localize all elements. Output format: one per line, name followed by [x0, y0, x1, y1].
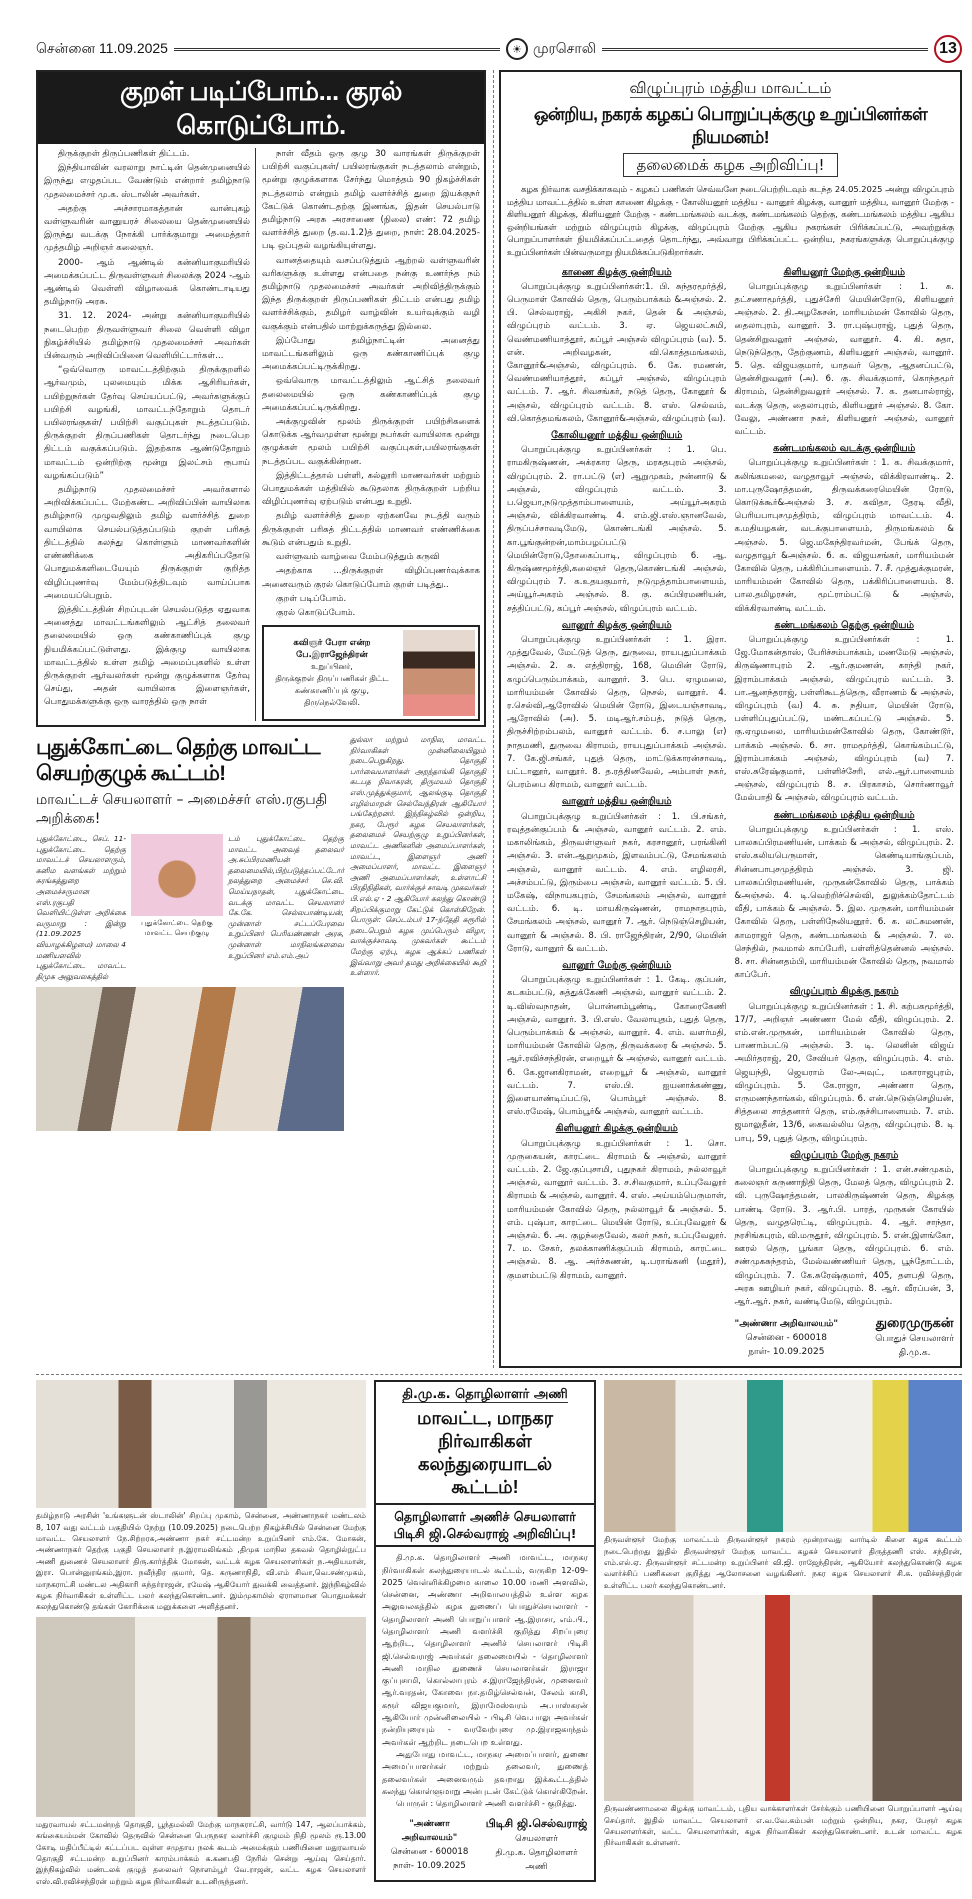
sig-party: தி.மு.க. தொழிலாளர் அணி — [495, 1848, 578, 1873]
notice-left-column — [507, 263, 727, 1361]
section-members: பொறுப்புக்குழு உறுப்பினர்கள் : 1. என்.சண்முகம், கலைஞர் கருணாநிதி தெரு, மேலத் தெரு, விழுப்புரம் 2. வி. புருஷோத்தமன், பாலகிருஷ்ணன் தெரு, கிழக்கு பாண்டி ரோடு. 3. ஆர்.பி. பாரத், முருகன் கோயில் தெரு, வழுதரெட்டி, விழுப்புரம். 4. ஆர். சாந்தா, நரசிங்கபுரம், வி.மருதூர், விழுப்புரம். 5. என்.இளங்கோ, ஊரல் தெரு, பூங்கா தெரு, விழுப்புரம். 6. எம். சண்முகசுந்தரம், மேல்வண்ணியர் தெரு, பூந்தோட்டம், விழுப்புரம். 7. கே.சுரேஷ்குமார், 405, தளபதி தெரு, அரசு ஊழியர் நகர், விழுப்புரம். 8. ஆர். வீரப்பன், 3, ஆர்.ஆர். நகர், வண்டிமேடு, விழுப்புரம். — [734, 1164, 954, 1307]
author-photo — [403, 630, 475, 716]
pudukkottai-col3: டம் புதுக்கோட்டை தெற்கு மாவட்ட அவைத் தலைவர் அ.சுப்பிரமணியன் தலைமையில்,பிற்படுத்தப்பட்டோர் நலத்துறை அமைச்சர் செ.வி. மெய்யநாதன், புதுக்கோட்டை வடக்கு மாவட்ட செயலாளர் கே.கே. செல்லபாண்டியன், முன்னாள் சட்டப்பேரவை உறுப்பினர் பெரியண்ணன் அரசு, முன்னாள் மாநிலங்களவை உறுப்பினர் எம்.எம்.அப் — [228, 834, 345, 960]
sig-role: செயலாளர் — [515, 1834, 558, 1845]
workers-body — [382, 1551, 588, 1809]
inspection-photo — [36, 1617, 366, 1817]
notice-district: விழுப்புரம் மத்திய மாவட்டம் — [629, 79, 832, 97]
section-members: பொறுப்புக்குழு உறுப்பினர்கள் : 1. பி.சங்கர், ரவுத்தன்குப்பம் & அஞ்சல், வானூர் வட்டம். 2. எம். மகாலிங்கம், திருவள்ளுவர் நகர், கரசானூர், பரங்கினி அஞ்சல். 3. என்.ஆறுமுகம், இளவம்பட்டு, சேமங்கலம் அஞ்சல், வானூர் வட்டம். 4. எம். எழிலரசி, அச்சம்பட்டு, இரும்பை அஞ்சல், வானூர் வட்டம். 5. பி. மகேஷ், விநாயகபுரம், சேமங்கலம் அஞ்சல், வானூர் வட்டம். 6. டி. மாயகிருஷ்ணன், ராமநாதபுரம், சேமங்கலம் அஞ்சல், வானூர் 7. ஆர். நெடுஞ்செழியன், வானூர் & அஞ்சல். 8. பி. ராஜேந்திரன், 2/90, மெயின் ரோடு, வானூர் & வட்டம். — [507, 811, 727, 954]
kural-paragraph: இப்போது தமிழ்நாட்டின் அனைத்து மாவட்டங்களிலும் ஒரு கண்காணிப்புக் குழு அமைக்கப்பட்டிருக்கிறது. — [262, 335, 480, 373]
author-line: திருநெல்வேலி. — [304, 698, 360, 708]
section-members: பொறுப்புக்குழு உறுப்பினர்கள் : 1. சி. கற்பகமூர்த்தி, 17/7, அறிஞர் அண்ணா மேல் வீதி, விழுப்புரம். 2. எம்.என்.முருகன், மாரியம்மன் கோவில் தெரு, பாணாம்பட்டு அஞ்சல். 3. டி. லெனின் விஜய் அமிர்தராஜ், 20, சேவியர் தெரு, விழுப்புரம். 4. எம். ஜெயந்தி, ஜெயராம் லே-அவுட், மகாராஜபுரம், விழுப்புரம். 5. கே.ராஜா, அண்ணா தெரு, எருமணந்தாங்கல், விழுப்புரம். 6. என்.நெடுஞ்செழியன், சித்தலை சாத்தனார் தெரு, எம்.குச்சிபாளையம். 7. எம். ஜமாலுதீன், 13/6, கைவல்லிய தெரு, விழுப்புரம். 8. டி பாபு, 59, புதுத் தெரு, விழுப்புரம். — [734, 1001, 954, 1144]
pudukkottai-subtitle: மாவட்டச் செயலாளர் – அமைச்சர் எஸ்.ரகுபதி அறிக்கை! — [36, 792, 328, 828]
sig-place: "அண்ணா அறிவாலயம்" — [401, 1819, 458, 1844]
pudukkottai-article — [36, 735, 486, 1131]
section-heading: கண்டமங்கலம் தெற்கு ஒன்றியம் — [774, 619, 914, 631]
section-members: பொறுப்புக்குழு உறுப்பினர்கள் : 1. பெ. ராமகிருஷ்ணன், அக்ரகார தெரு, மரகதபுரம் அஞ்சல், விழுப்புரம். 2. ரா.பட்டு (எ) ஆறுமுகம், நன்னாடு & அஞ்சல், விழுப்புரம் வட்டம். 3. ப.ஜெயா,நடுமுத்தாம்பாளையம், அய்யூர்அகரம் அஞ்சல், விக்கிரவாண்டி 4. எம்.ஜி.எஸ்.ஞானவேல், திருப்பச்சாவடிமேடு, கொண்டங்கி அஞ்சல். 5. கா.பூங்குன்றன்,மாம்பழப்பட்டு மெயின்ரோடு,தோகைப்பாடி, விழுப்புரம் 6. ஆ. கிருஷ்ணமூர்த்தி,கலைஞர் தெரு,கொண்டங்கி அஞ்சல், விழுப்புரம் 7. க.உதயகுமார், நடுமுத்தாம்பாளையம், அய்யூர்அகரம் அஞ்சல். 8. கு. சுப்பிரமணியன், சத்திப்பட்டு, கப்பூர் அஞ்சல், விழுப்புரம் வட்டம். — [507, 445, 727, 614]
section-members: பொறுப்புக்குழு உறுப்பினர்கள் : 1. க. சிவக்குமார், கலிங்கமலை, வழுதாவூர் அஞ்சல், விக்கிரவாண்டி. 2. மா.புருஷோத்தமன், திருவக்கரைமெயின் ரோடு, கொடுக்கூர்&அஞ்சல் 3. ச. கவிதா, தேரடி வீதி, பெரியபாபுசமுத்திரம், விழுப்புரம் மாவட்டம். 4. க.மதியழகன், வடக்குபாளையம், திருமங்கலம் & அஞ்சல். 5. ஜெ.மகேந்திரவர்மன், பேங்க் தெரு, வழுதாவூர் &அஞ்சல். 6. க. விஜயசங்கர், மாரியம்மன் கோவில் தெரு, பக்கிரிப்பாளையம். 7. சீ. முத்துக்குமரன், மாரியம்மன் கோவில் தெரு, பக்கிரிப்பாளையம். 8. பால.தமிழரசன், மூட்ராம்பட்டு & அஞ்சல், விக்கிரவாண்டி வட்டம். — [734, 458, 954, 614]
sig-place: "அண்ணா அறிவாலயம்" — [734, 1319, 839, 1330]
kural-paragraph: திருக்குறள் திருப்பணிகள் திட்டம். — [58, 149, 190, 159]
sig-name: பிடிசி ஜி.செல்வராஜ் — [485, 1817, 588, 1831]
header-rule — [174, 48, 500, 51]
kural-paragraph: 31. 12. 2024- அன்று கன்னியாகுமரியில் நடைபெற்ற திருவள்ளுவர் சிலை வெள்ளி விழா நிகழ்ச்சியில் தமிழ்நாடு முதலமைச்சர் அவர்கள் பின்வரும் அறிவிப்பினை வெளியிட்டார்கள்... — [44, 311, 250, 362]
section-members: பொறுப்புக்குழு உறுப்பினர்கள்:1. பி. சுந்தரமூர்த்தி, பெருமாள் கோவில் தெரு, பெரும்பாக்கம் &அஞ்சல். 2. பி. செல்வராஜ், அகிசி நகர், தென் & அஞ்சல், விழுப்புரம் வட்டம். 3. ஏ. ஜெயலட்சுமி, வெண்மணியாத்தூர், கப்பூர் அஞ்சல் விழுப்புரம் (வ). 5. என். அறிவழகன், வி.கொத்தமங்கலம், கோனூர்&அஞ்சல், விழுப்புரம். 6. கே. ரமணன், வெண்மணியாத்தூர், கப்பூர் அஞ்சல், விழுப்புரம் வட்டம். 7. ஆர். சிவசங்கர், நடுத் தெரு, கோனூர் & அஞ்சல், விழுப்புரம் வட்டம். 8. எஸ். செல்வம், வி.கொத்தமங்கலம், கோனூர்&அஞ்சல், விழுப்புரம் (வ). — [507, 281, 727, 424]
kural-paragraph: இத்திட்டத்தின் சிறப்புடன் செயல்படுத்த ஏதுவாக அனைத்து மாவட்டங்களிலும் ஆட்சித் தலைவர் தலைமையில் ஒரு கண்காணிப்புக் குழு நியமிக்கப்பட்டுள்ளது. இக்குழு வாயிலாக மாவட்டத்தில் உள்ள தமிழ் அமைப்புகளில் உள்ள திருக்குறள் ஆர்வலர்கள் மூன்று குழுக்களாக தேர்வு செய்து, அதன் வாயிலாக இளைஞர்கள், பொதுமக்களுக்கு ஒரு வாரத்தில் ஒரு நாள் — [44, 604, 250, 708]
section-heading: கண்டமங்கலம் வடக்கு ஒன்றியம் — [773, 443, 916, 455]
workers-title: மாவட்ட, மாநகர நிர்வாகிகள் கலந்துரையாடல் கூட்டம்! — [416, 1408, 554, 1498]
section-heading: விழுப்புரம் கிழக்கு நகரம் — [789, 986, 899, 998]
page-header — [36, 34, 962, 64]
workers-wing-notice — [374, 1380, 596, 1882]
notice-tag: தலைமைக் கழக அறிவிப்பு! — [623, 153, 837, 177]
minister-photo — [131, 834, 223, 916]
branch-meeting-photo — [604, 1380, 962, 1532]
section-members: பொறுப்புக்குழு உறுப்பினர்கள் : 1. ஜே.மோகன்தாஸ், பேரிச்சம்பாக்கம், மணமேடு அஞ்சல், கிருஷ்ணாபுரம் 2. ஆர்.குமணன், காந்தி நகர், இராம்பாக்கம் அஞ்சல், விழுப்புரம் வட்டம். 3. பா.ஆனந்தராஜ், பள்ளிகூடத்தெரு, வீராணம் & அஞ்சல், விழுப்புரம் (வ) 4. சு. நதியா, மெயின் ரோடு, பள்ளிப்புதுப்பட்டு, மண்டகப்பட்டு அஞ்சல். 5. கு.ஏழுமலை, மாரியம்மன்கோவில் தெரு, கோண்டூர், பாக்கம் அஞ்சல். 6. சா. ராமமூர்த்தி, கொங்கம்பட்டு, இராம்பாக்கம் அஞ்சல், விழுப்புரம் (வ) 7. எஸ்.சுரேஷ்குமார், பள்ளிச்சேரி, எல்.ஆர்.பாளையம் அஞ்சல், விழுப்புரம் 8. ச. பிரகாசம், சொர்ணாவூர் மேல்பாதி & அஞ்சல், விழுப்புரம் வட்டம். — [734, 635, 954, 804]
party-notice — [499, 70, 962, 1368]
section-members: பொறுப்புக்குழு உறுப்பினர்கள் : 1. இரா. முத்துவேல், மேட்டுத் தெரு, துருவை, ராயபுதுப்பாக்கம் அஞ்சல். 2. சு. எத்திராஜ், 168, மெயின் ரோடு, கழுப்பெரும்பாக்கம், வானூர். 3. பெ. ஏழுமலை, மாரியம்மன் கோவில் தெரு, நெசல், வானூர். 4. ர.செல்வி,ஆரோவில் மெயின் ரோடு, இடையஞ்சாவடி, ஆரோவில் (அ). 5. மடிஆர்.சம்பத், நடுத் தெரு, திருச்சிற்றம்பலம், வானூர் வட்டம். 6. ச.பாலு (எ) நாதமணி, துருவை கிராமம், ராயபுதுப்பாக்கம் அஞ்சல். 7. கே.ஜி.சங்கர், புதுத் தெரு, மாட்டுக்காரன்சாவடி, பட்டானூர், வானூர். 8. த.ரத்தினவேல், அம்பாள் நகர், பெரம்பை கிராமம், வானூர் வட்டம். — [507, 635, 727, 791]
section-heading: விழுப்புரம் மேற்கு நகரம் — [790, 1149, 899, 1161]
kural-paragraph: குறள் படிப்போம். — [276, 593, 347, 604]
workers-subtitle: தொழிலாளர் அணிச் செயலாளர் பிடிசி ஜி.செல்வராஜ் அறிவிப்பு! — [376, 1503, 594, 1542]
workers-paragraph: தி.மு.க. தொழிலாளர் அணி மாவட்ட, மாநகர நிர்வாகிகள் கலந்துரையாடல் கூட்டம், வருகிற 12-09-2025 வெள்ளிக்கிழமை காலை 10.00 மணி அளவில், சென்னை, அண்ணா அறிவாலயத்தில் உள்ள கழக அலுவலகத்தில் கழக துணைப் பொதுச்செயலாளர் - தொழிலாளர் அணி பொறுப்பாளர் ஆ.இராசா, எம்.பி., தொழிலாளர் அணி வளர்ச்சி குறித்து சிறப்புரை ஆற்றிட, தொழிலாளர் அணிச் செயலாளர் பிடிசி ஜி.செல்வராஜ் அவர்கள் தலைமையில் - தொழிலாளர் அணி மாநில துணைச் செயலாளர்கள் இராஜா குப்புசாமி, கொல்லாபுரம் ச.இராஜேந்திரன், முனைவர் ஆர்.வரதன், கோவை நா.தமிழ்செல்வன், சேலம் காசி, கரூர் விஜயகுமார், இராமேஸ்வரம் அ.பாஸ்கரன் ஆகியோர் முன்னிலையில் - பிடிசி வெ.பாலு அவர்கள் நன்றியுரையும் - வரவேற்புரை மு.இராஜகாந்தம் அவர்கள் ஆற்றிட நடைபெற உள்ளது. — [382, 1552, 588, 1747]
section-heading: கண்டமங்கலம் மத்திய ஒன்றியம் — [773, 809, 915, 821]
sig-name: துரைமுருகன் — [875, 1316, 954, 1332]
voter-drive-caption: திருவண்ணாமலை கிழக்கு மாவட்டம், புதிய வாக்காளர்கள் சேர்க்கும் பணியினை பொறுப்பாளர் ஆய்வு செய்தார். இதில் மாவட்ட செயலாளர் எ.வ.வே.கம்பன் மற்றும் ஒன்றிய, நகர, பேரூர் கழக செயலாளர்கள், வட்ட செயலாளர்கள், கழக நிர்வாகிகள் கலந்துகொண்டனர். உடன் மாவட்ட கழக நிர்வாகிகள் உள்ளனர். — [604, 1804, 962, 1848]
kural-paragraph: தமிழ் வளர்ச்சித் துறை ஏற்கனவே நடத்தி வரும் திருக்குறள் பரிசுத் திட்டத்தில் மாணவர் எண்ணிக்கை கூடும் என்பதும் உறுதி. — [262, 511, 480, 548]
section-heading: காணை கிழக்கு ஒன்றியம் — [561, 266, 672, 278]
kural-paragraph: 2000- ஆம் ஆண்டில் கன்னியாகுமரியில் அமைக்கப்பட்ட திருவள்ளுவர் சிலைக்கு 2024 -ஆம் ஆண்டில் வெள்ளி விழாவைக் கொண்டாடியது தமிழ்நாடு அரசு. — [44, 257, 250, 308]
kural-paragraph: வானத்தையும் வசப்படுத்தும் ஆற்றல் வள்ளுவரின் வரிகளுக்கு உள்ளது என்பதை நன்கு உணர்ந்த நம் தமிழ்நாடு முதலமைச்சர் அவர்கள் அறிவித்திருக்கும் இந்த திருக்குறள் திருப்பணிகள் திட்டம் என்பது தமிழ் வளர்ச்சிக்கும், தமிழர் வாழ்வின் உயர்வுக்கும் வழி வகுக்கும் என்பதில் மாற்றுக்கருத்து இல்லை. — [262, 255, 480, 332]
kural-paragraph: வள்ளுவம் வாழ்வை மேம்படுத்தும் கருவி — [276, 552, 440, 563]
sig-city: சென்னை - 600018 — [390, 1847, 469, 1858]
kural-column-2 — [262, 148, 480, 620]
section-heading: கோலியனூர் மத்திய ஒன்றியம் — [551, 430, 683, 441]
section-heading: கிளியனூர் கிழக்கு ஒன்றியம் — [555, 1123, 678, 1135]
rising-sun-logo-icon: ☀ — [506, 38, 528, 60]
author-name: கவிஞர் பேரா என்ற பே.இராஜேந்திரன் — [293, 638, 371, 661]
sig-role: பொதுச் செயலாளர் — [875, 1334, 954, 1345]
meeting-photo — [36, 987, 344, 1131]
sig-city: சென்னை - 600018 — [745, 1333, 827, 1344]
kural-column-1 — [44, 148, 256, 721]
kural-paragraph: தமிழ்நாடு முதலமைச்சர் அவர்களால் அறிவிக்கப்பட்ட மேற்கண்ட அறிவிப்பின் வாயிலாக தமிழ்நாடு முழுவதிலும் தமிழ் வளர்ச்சித் துறை வாயிலாக செயல்படுத்தப்படும் குறள் பரிசுத் திட்டத்தில் கலந்து கொள்ளும் மாணவர்களின் எண்ணிக்கை அதிகரிப்பதோடு பொதுமக்களிடையேயும் திருக்குறள் குறித்த விழிப்புணர்வு மேம்படுத்திடவும் வாய்ப்பாக அமையப்பெறும். — [44, 485, 250, 601]
author-box — [262, 625, 480, 721]
sig-party: தி.மு.க. — [898, 1348, 931, 1359]
notice-intro: கழக நிர்வாக வசதிக்காகவும் - கழகப் பணிகள் செவ்வனே நடைபெற்றிடவும் கடந்த 24.05.2025 அன்று விழுப்புரம் மத்திய மாவட்டத்தில் உள்ள காணை கிழக்கு - கோலியனூர் மத்திய - வானூர் கிழக்கு, வானூர் மத்திய, வானூர் மேற்கு - கிளியனூர் கிழக்கு, கிளியனூர் மேற்கு - கண்டமங்கலம் வடக்கு, கண்டமங்கலம் தெற்கு, கண்டமங்கலம் மத்திய ஆகிய ஒன்றியங்கள் மற்றும் விழுப்புரம் கிழக்கு, விழுப்புரம் மேற்கு ஆகிய நகரங்கள் பிரிக்கப்பட்டு, அவற்றுக்கு பொறுப்பாளர்கள் நியமிக்கப்பட்டதைத் தொடர்ந்து, அவ்வாறு பிரிக்கப்பட்ட ஒன்றிய, நகரங்களுக்கு பொறுப்புக்குழு உறுப்பினர்கள் பின்வருமாறு நியமிக்கப்படுகிறார்கள். — [507, 184, 954, 257]
kural-paragraph: அக்குழுவின் மூலம் திருக்குறள் பயிற்சிகளைக் கொடுக்க ஆர்வமுள்ள மூன்று நபர்கள் வாயிலாக மூன்று குழுக்கள் மூலம் பயிற்சி வகுப்புகள்,பயிலரங்குகள் நடத்தப்பட வகுக்கின்றன. — [262, 417, 480, 467]
section-heading: வானூர் மேற்கு ஒன்றியம் — [562, 959, 672, 971]
camp-photo-caption: தமிழ்நாடு அரசின் 'உங்களுடன் ஸ்டாலின்' சிறப்பு முகாம், சென்னை, அண்ணாநகர் மண்டலம் 8, 107 வது வட்டம் பகுதியில் நேற்று (10.09.2025) நடைபெற்ற நிகழ்ச்சியில் சென்னை மேற்கு மாவட்ட செயலாளர் நே.சிற்றரசு,அண்ணா நகர் சட்டமன்ற உறுப்பினர் எம்.கே. மோகன், அண்ணாநகர் தெற்கு பகுதி செயலாளர் ந.இராமலிங்கம் ,திமுக மாநில தகவல் தொழில்நுட்ப அணி துணைச் செயலாளர் திரு.கார்த்திக் மோகன், வட்டக் கழக செயலாளர்கள் ந.அதியமான், இரா. பொன்னுரங்கம்,இரா. நவீந்திர குமார், தெ. கருணாநிதி, வி.எம் சிவா,வெ.சண்முகம், மாநகராட்சி மண்டல அதிகாரி சுந்தர்ராஜன், ரமேஷ் ஆகியோர் துவக்கி வைத்தனர். இந்நிகழ்வில் கழக நிர்வாகிகள் உள்ளிட்ட பலர் கலந்துகொண்டனர். இம்முகாமில் ஏராளமான பொதுமக்கள் கலந்துகொண்டு தங்கள் கோரிக்கை மனுக்களை அளித்தனர். — [36, 1511, 366, 1612]
kural-paragraph: அதற்காக ...திருக்குறள் விழிப்புணர்வுக்காக அனைவரும் குரல் கொடுப்போம் குறள் படித்து.. — [262, 566, 480, 590]
city-date: சென்னை 11.09.2025 — [36, 39, 168, 56]
notice-right-column — [735, 266, 955, 1310]
notice-signature — [735, 1317, 955, 1360]
sig-date: நாள்- 10.09.2025 — [748, 1347, 825, 1358]
kural-paragraph: நாள் வீதம் ஒரு குழு 30 வாரங்கள் திருக்குறள் பயிற்சி வகுப்புகள்/ பயிலரங்குகள் நடத்தலாம் என்றும், மூன்று குழுக்களாக சேர்ந்து மொத்தம் 90 நிகழ்ச்சிகள் நடத்தலாம் என்றும் தமிழ் வளர்ச்சித் துறை இயக்குநர் கேட்டுக் கொண்டதற்கு இணங்க, இதன் செயல்பாடு தமிழ்நாடு அரசு அரசாணை (நிலை) எண்: 72 தமிழ் வளர்ச்சித் துறை (த.வ.1.2)த் துறை, நாள்: 28.04.2025-படி ஒப்புதல் வழங்கியுள்ளது. — [262, 149, 480, 252]
author-line: உறுப்பினர், — [311, 662, 353, 672]
section-members: பொறுப்புக்குழு உறுப்பினர்கள் : 1. எஸ். பாலசுப்பிரமணியன், பாக்கம் & அஞ்சல், விழுப்புரம். 2. எஸ்.கலியபெருமாள், கெண்டியாங்குப்பம், சின்னபாபுசமுத்திரம் அஞ்சல். 3. ஜி. பாலசுப்பிரமணியன், முருகன்கோவில் தெரு, பாக்கம் &அஞ்சல். 4. டி.வெற்றிச்செல்வி, துலுக்கம்தோட்டம் வீதி, பாக்கம் & அஞ்சல். 5. இல. முருகன், மாரியம்மன் கோவில் தெரு, பள்ளிநேலியனூர். 6. க. லட்சுமணன், காமராஜர் தெரு, கண்டமங்கலம் & அஞ்சல். 7. ல. செந்தில், நவமால் காப்பேரி, பள்ளித்தென்னல் அஞ்சல். 8. சா. சின்னதம்பி, மாரியம்மன் கோவில் தெரு, நவமால் காப்பேர். — [734, 824, 954, 981]
section-heading: கிளியனூர் மேற்கு ஒன்றியம் — [783, 266, 905, 278]
section-members: பொறுப்புக்குழு உறுப்பினர்கள் : 1. கேடி. குப்பன், கடகம்பட்டு, சுத்துக்கேணி அஞ்சல், வானூர் வட்டம். 2. டி.விஸ்வநாதன், பொன்னம்பூண்டி, கோரைகேணி அஞ்சல், வானூர். 3. பி.எஸ். வேலாயுதம், புதுத் தெரு, பெரும்பாக்கம் & அஞ்சல், வானூர். 4. எம். வளர்மதி, மாரியம்மன் கோவில் தெரு, திருவக்கரை & அஞ்சல். 5. ஆர்.ரவிச்சந்திரன், எறையூர் & அஞ்சல், வானூர் வட்டம். 6. கே.ஜானகிராமன், எறையூர் & அஞ்சல், வானூர் வட்டம். 7. எஸ்.பி. ஐயனாக்கண்ணு, இளையாண்டிப்பட்டு, பொம்பூர் அஞ்சல். 8. எஸ்.ரமேஷ், பொம்பூர்& அஞ்சல், வானூர் வட்டம். — [507, 975, 727, 1118]
workers-paragraph: அதுபோது மாவட்ட, மாநகர அமைப்பாளர், துணை அமைப்பாளர்கள் மற்றும் தலைவர், துணைத் தலைவர்கள் அனைவரும் தவறாது இக்கூட்டத்தில் கலந்து கொள்ளுமாறு அன்புடன் கேட்டுக் கொள்கிறேன். — [382, 1748, 588, 1796]
kural-paragraph: அதற்கு அச்சாரமாகத்தான் வான்புகழ் வள்ளுவரின் வானுயரச் சிலையை தென்முனையில் இருந்து வடக்கு நோக்கி பார்க்குமாறு அமைத்தார் முத்தமிழ் அறிஞர் கலைஞர். — [44, 203, 250, 254]
header-rule — [602, 48, 928, 51]
voter-drive-photo — [604, 1595, 962, 1801]
page-number: 13 — [934, 35, 962, 63]
workers-signature — [382, 1817, 588, 1874]
kural-article — [36, 70, 486, 727]
kural-title: குறள் படிப்போம்... குரல் கொடுப்போம். — [38, 72, 484, 144]
workers-kicker: தி.மு.க. தொழிலாளர் அணி — [402, 1387, 568, 1403]
camp-photo — [36, 1380, 366, 1508]
section-heading: வானூர் கிழக்கு ஒன்றியம் — [561, 619, 672, 631]
author-line: திருக்குறள் திருப்பணிகள் திட்ட — [275, 674, 389, 684]
section-members: பொறுப்புக்குழு உறுப்பினர்கள் : 1. க. தட்சணாமூர்த்தி, புதுச்சேரி மெயின்ரோடு, கிளியனூர் அஞ்சல். 2. தி.அழகேசன், மாரியம்மன் கோவில் தெரு, தைலாபுரம், வானூர். 3. ரா.புஷ்பராஜ், புதுத் தெரு, தென்சிறுவலூர் அஞ்சல், வானூர். 4. கி. சுதா, நெடுந்தெரு, தேற்குணம், கிளியனூர் அஞ்சல், வானூர். 5. தெ. விஜயகுமார், யாதவர் தெரு, ஆதனப்பட்டு, தென்சிறுவலூர் (அ). 6. கு. சிவக்குமார், கொந்தமூர் கிராமம், தென்சிறுவலூர் அஞ்சல். 7. க. தனபால்ராஜ், வடக்கு தெரு, தைலாபுரம், கிளியனூர் அஞ்சல். 8. கோ. வேலு, அண்ணா நகர், கிளியனூர் அஞ்சல், வானூர் வட்டம். — [734, 281, 954, 437]
section-members: பொறுப்புக்குழு உறுப்பினர்கள் : 1. சொ. முருகையன், காரட்டை கிராமம் & அஞ்சல், வானூர் வட்டம். 2. ஜே.குப்புசாமி, புதுநகர் கிராமம், நல்லாவூர் அஞ்சல், வானூர் வட்டம். 3. ச.சிவகுமார், உப்புவேலூர் கிராமம் & அஞ்சல், வானூர். 4. எஸ். அய்யம்பெருமாள், மாரியம்மன் கோவில் தெரு, நல்லாவூர் & அஞ்சல். 5. எம். புஷ்பா, காரட்டை மெயின் ரோடு, உப்புவேலூர் & அஞ்சல். 6. அ. குழந்தைவேல், கலர் நகர், உப்புவேலூர். 7. ம. சேகர், தலக்காணிக்குப்பம் கிராமம், காரட்டை அஞ்சல். 8. ஆ. அர்ச்சுணன், டி.பராங்கனி (மதூர்), குமளம்பட்டு கிராமம், வானூர். — [507, 1138, 727, 1281]
pudukkottai-col4: துல்லா மற்றும் மாநில, மாவட்ட நிர்வாகிகள் முன்னிலையிலும் நடைபெறுகிறது. தொகுதி பார்வையாளர்கள் அறந்தாங்கி தொகுதி கடபத நிவாகரன், திருமயம் தொகுதி எஸ்.முத்துக்குமார், ஆலங்குடி தொகுதி எழில்மாறன் செல்வேந்திரன் ஆகியோர் பங்கேற்றனர். இந்நிகழ்வில் ஒன்றிய, நகர, பேரூர் கழக செயலாளர்கள், தலைமைச் செயற்குழு உறுப்பினர்கள், மாவட்ட அணிகளின் அமைப்பாளர்கள், மாவட்ட, இளைஞர் அணி அமைப்பாளர், மாவட்ட இளைஞர் அணி அமைப்பாளர்கள், உள்ளாட்சி பிரதிநிதிகள், வார்க்குச் சாவடி முகவர்கள் பி.எல்.ஏ - 2 ஆகியோர் கலந்து கொண்டு சிறப்பிக்குமாறு கேட்டுக் கொள்கிறேன். பொருள்: செப்டம்பர் 17-ந்தேதி கரூரில் நடைபெறும் கழக முப்பெரும் விழா, வாக்குச்சாவடி முகவர்கள் கூட்டம் மேற்கு ஏற்பு, கழக ஆக்கப் பணிகள் இவ்வாறு அவர் தமது அறிக்கையில் கூறி உள்ளார். — [350, 735, 486, 978]
kural-paragraph: குரல் கொடுப்போம். — [276, 607, 356, 618]
inspection-photo-caption: மதுரவாயல் சட்டமன்றத் தொகுதி, பூந்தமல்லி மேற்கு மாநகராட்சி, வார்டு 147, ஆலப்பாக்கம், கங்கையம்மன் கோவில் தெருவில் சென்னை பெருநகர வளர்ச்சி குழுமம் நிதி மூலம் ரூ.13.00 கோடி மதிப்பீட்டில் கட்டப்பட வுள்ள சமுதாய நலக் கூடம் அமைக்கும் பணியினை மதுரவாயல் தொகுதி சட்டமன்ற உறுப்பினர் காரம்பாக்கம் க.கணபதி நேரில் சென்று ஆய்வு செய்தார். இந்நிகழ்வில் மண்டலக் குழுத் தலைவர் நொளம்பூர் வே.ராஜன், வட்ட கழக செயலாளர் எஸ்.வி.ரவிச்சந்திரன் மற்றும் கழக நிர்வாகிகள் உடனிருந்தனர். — [36, 1819, 366, 1886]
kural-paragraph: “ஒவ்வொரு மாவட்டத்திற்கும் திருக்குறளில் ஆர்வமும், புலமையும் மிக்க ஆசிரியர்கள், பயிற்றுநர்கள் தேர்வு செய்யப்பட்டு, அவர்களுக்குப் பயிற்சி வழங்கி, மாவட்டந்தோறும் தொடர் பயிலரங்குகள்/ பயிற்சி வகுப்புகள் நடத்தப்படும். திருக்குறள் திருப்பணிகள் தொடர்ந்து நடைபெற திட்டம் வகுக்கப்படும். இதற்காக ஆண்டுதோறும் மாவட்டம் ஒன்றிற்கு மூன்று இலட்சம் ரூபாய் வழங்கப்படும்” — [44, 365, 250, 481]
kural-paragraph: இந்தியாவின் வரலாறு நாட்டின் தென்முனையில் இருந்து எழுதப்பட வேண்டும் என்றார் தமிழ்நாடு முதலமைச்சர் மு.க. ஸ்டாலின் அவர்கள். — [44, 163, 250, 200]
branch-meeting-caption: திருவள்ளூர் மேற்கு மாவட்டம் திருவள்ளூர் நகரம் மூன்றாவது வார்டில் கிளை கழக கூட்டம் நடைபெற்றது இதில் திருவள்ளூர் மேற்கு மாவட்ட கழகச் செயலாளர் திருத்தணி எஸ். சந்திரன், எம்.எல்.ஏ. திருவள்ளூர் சட்டமன்ற உறுப்பினர் வி.ஜி. ராஜேந்திரன், ஆகியோர் கலந்துகொண்டு கழக வளர்ச்சிப் பணிகளை குறித்து ஆலோசனை வழங்கினர். நகர கழக செயலாளர் சி.சு. ரவிச்சந்திரன் உள்ளிட்ட பலர் கலந்துகொண்டனர். — [604, 1535, 962, 1590]
pudukkottai-col1: புதுக்கோட்டை, செப். 11- புதுக்கோட்டை தெற்கு மாவட்டச் செயலாளரும், கனிம வளங்கள் மற்றும் சுரங்கத்துறை அமைச்சருமான எஸ்.ரகுபதி வெளியிட்டுள்ள அறிக்கை வருமாறு : இன்று (11.09.2025 வியாழக்கிழமை) மாலை 4 மணியளவில் புதுக்கோட்டை மாவட்ட திமுக அலுவலகத்தில் — [36, 834, 126, 981]
minister-photo-caption: புதுக்கோட்டை தெற்கு மாவட்ட செயற்குழு — [141, 918, 213, 938]
kural-paragraph: ஒவ்வொரு மாவட்டத்திலும் ஆட்சித் தலைவர் தலைமையில் ஒரு கண்காணிப்புக் குழு அமைக்கப்பட்டிருக்கிறது. — [262, 376, 480, 413]
pudukkottai-title: புதுக்கோட்டை தெற்கு மாவட்ட செயற்குழுக் கூட்டம்! — [36, 736, 320, 786]
notice-title: ஒன்றிய, நகரக் கழகப் பொறுப்புக்குழு உறுப்பினர்கள் நியமனம்! — [533, 104, 928, 147]
sig-date: நாள்- 10.09.2025 — [393, 1861, 466, 1872]
author-line: கண்காணிப்புக் குழு, — [294, 686, 370, 696]
workers-paragraph: பொருள் : தொழிலாளர் அணி வளர்ச்சி - குறித்து. — [396, 1798, 577, 1809]
section-heading: வானூர் மத்திய ஒன்றியம் — [561, 796, 672, 808]
newspaper-name: முரசொலி — [532, 39, 596, 56]
kural-paragraph: இத்திட்டத்தால் பள்ளி, கல்லூரி மாணவர்கள் மற்றும் பொதுமக்கள் மத்தியில் கூடுதலாக திருக்குறள் பற்றிய விழிப்புணர்வு ஏற்படும் என்பது உறுதி. — [262, 470, 480, 508]
